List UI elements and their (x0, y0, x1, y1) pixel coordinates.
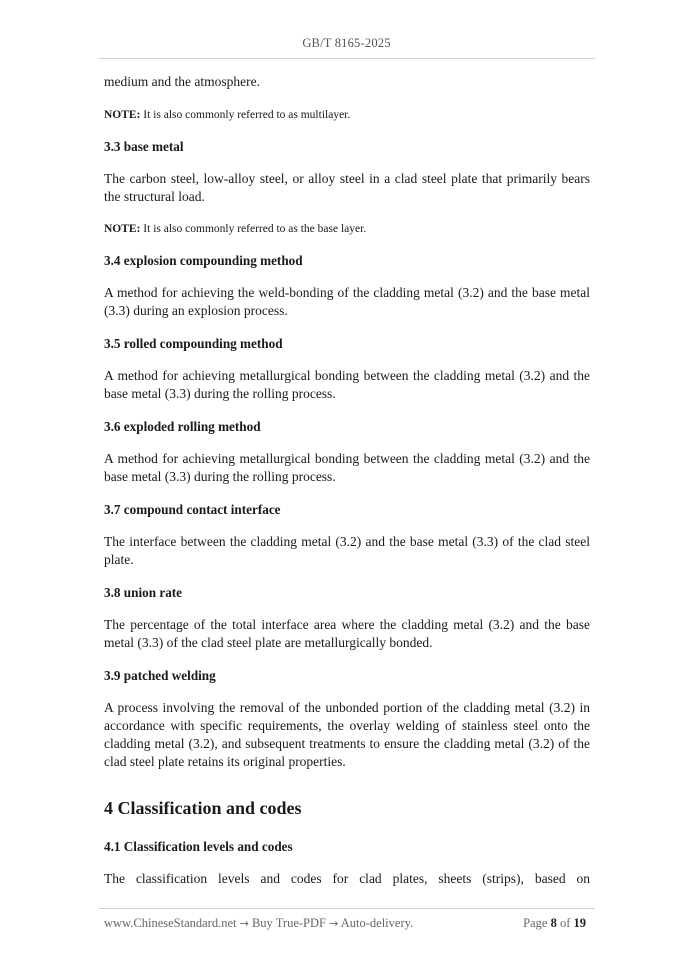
footer-links (104, 916, 413, 931)
arrow-right-icon: → (239, 917, 249, 930)
term-heading-3-8: 3.8 union rate (104, 585, 183, 600)
term-definition-3-3: The carbon steel, low-alloy steel, or alloy steel in a clad steel plate that primarily bears the structural load. (104, 171, 590, 204)
arrow-right-icon: → (329, 917, 339, 930)
term-heading-3-6: 3.6 exploded rolling method (104, 419, 261, 434)
page-label: Page (523, 916, 548, 930)
paragraph-4-1: The classification levels and codes for clad plates, sheets (strips), based on (104, 871, 590, 886)
term-heading-3-5: 3.5 rolled compounding method (104, 336, 283, 351)
total-pages: 19 (573, 916, 586, 930)
term-heading-3-3: 3.3 base metal (104, 139, 184, 154)
page-body (104, 73, 590, 888)
auto-delivery-text: Auto-delivery. (340, 916, 414, 930)
header-divider (99, 58, 595, 59)
note-base-layer (104, 221, 590, 237)
paragraph-continuation: medium and the atmosphere. (104, 74, 260, 89)
note-multilayer (104, 107, 590, 123)
site-link[interactable]: www.ChineseStandard.net (104, 916, 237, 930)
term-definition-3-5: A method for achieving metallurgical bonding between the cladding metal (3.2) and the base metal (3.3) during the rolling process. (104, 368, 590, 401)
note-text: It is also commonly referred to as the base layer. (140, 223, 367, 235)
term-definition-3-4: A method for achieving the weld-bonding of the cladding metal (3.2) and the base metal (3.3) during an explosion process. (104, 285, 590, 318)
term-definition-3-7: The interface between the cladding metal (3.2) and the base metal (3.3) of the clad steel plate. (104, 534, 590, 567)
term-definition-3-8: The percentage of the total interface area where the cladding metal (3.2) and the base metal (3.3) of the clad steel plate are metallurgically bonded. (104, 617, 590, 650)
document-header: GB/T 8165-2025 (302, 36, 391, 50)
term-definition-3-9: A process involving the removal of the unbonded portion of the cladding metal (3.2) in accordance with specific requirements, the overlay welding of stainless steel onto the cladding metal (3.2), and subsequent treatments to ensure the cladding metal (3.2) of the clad steel plate retains its original properties. (104, 700, 590, 769)
note-text: It is also commonly referred to as multilayer. (140, 109, 351, 121)
current-page: 8 (550, 916, 557, 930)
note-label: NOTE: (104, 223, 141, 235)
term-heading-3-4: 3.4 explosion compounding method (104, 253, 303, 268)
term-definition-3-6: A method for achieving metallurgical bonding between the cladding metal (3.2) and the base metal (3.3) during the rolling process. (104, 451, 590, 484)
buy-pdf-text: Buy True-PDF (251, 916, 326, 930)
term-heading-3-9: 3.9 patched welding (104, 668, 216, 683)
note-label: NOTE: (104, 109, 141, 121)
term-heading-3-7: 3.7 compound contact interface (104, 502, 281, 517)
subsection-heading-4-1: 4.1 Classification levels and codes (104, 839, 293, 854)
section-heading-4: 4 Classification and codes (104, 798, 302, 818)
page-number (523, 916, 586, 931)
footer-divider (99, 908, 595, 909)
of-label: of (559, 916, 571, 930)
